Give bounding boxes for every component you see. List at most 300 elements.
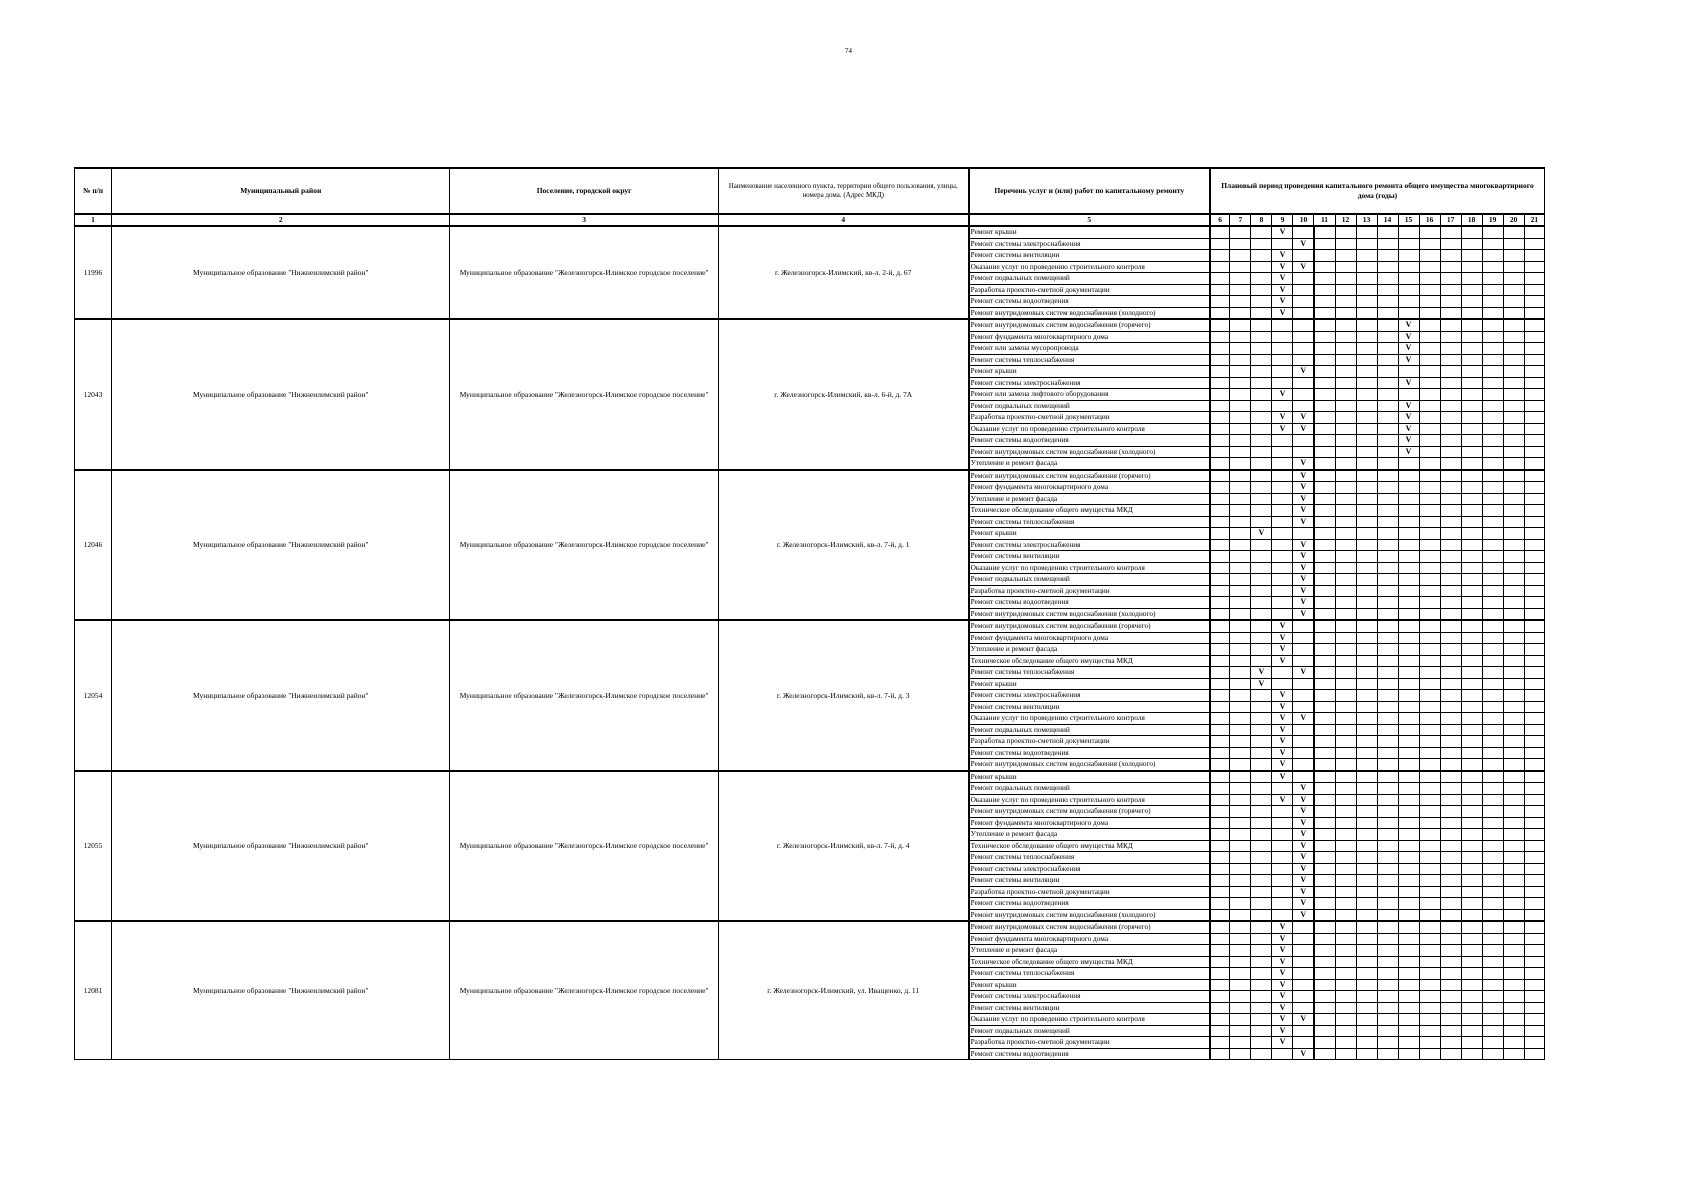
year-mark <box>1251 806 1272 818</box>
year-mark <box>1461 1048 1482 1060</box>
index-cell: 15 <box>1398 214 1419 226</box>
year-mark <box>1503 389 1524 401</box>
year-mark <box>1461 608 1482 620</box>
index-cell: 8 <box>1251 214 1272 226</box>
year-mark <box>1482 759 1503 771</box>
year-mark <box>1461 377 1482 389</box>
year-mark <box>1524 747 1544 759</box>
year-mark <box>1251 423 1272 435</box>
year-mark <box>1503 852 1524 864</box>
year-mark <box>1461 539 1482 551</box>
year-mark <box>1210 1025 1230 1037</box>
year-mark <box>1377 296 1398 308</box>
year-mark <box>1503 713 1524 725</box>
year-mark <box>1461 423 1482 435</box>
year-mark <box>1210 296 1230 308</box>
year-mark <box>1377 644 1398 656</box>
year-mark <box>1356 296 1377 308</box>
year-mark <box>1398 747 1419 759</box>
year-mark <box>1440 655 1461 667</box>
year-mark <box>1461 909 1482 921</box>
year-mark: V <box>1272 226 1293 238</box>
year-mark <box>1482 528 1503 540</box>
year-mark <box>1482 886 1503 898</box>
year-mark <box>1524 724 1544 736</box>
year-mark <box>1210 1002 1230 1014</box>
year-mark: V <box>1272 736 1293 748</box>
year-mark <box>1272 493 1293 505</box>
year-mark <box>1524 806 1544 818</box>
year-mark <box>1524 1037 1544 1049</box>
year-mark <box>1461 238 1482 250</box>
year-mark: V <box>1293 806 1314 818</box>
year-mark <box>1524 574 1544 586</box>
year-mark <box>1377 806 1398 818</box>
year-mark <box>1377 667 1398 679</box>
year-mark <box>1440 366 1461 378</box>
year-mark: V <box>1293 1014 1314 1026</box>
year-mark <box>1398 875 1419 887</box>
year-mark <box>1524 886 1544 898</box>
year-mark <box>1314 736 1335 748</box>
year-mark <box>1419 898 1440 910</box>
year-mark <box>1482 783 1503 795</box>
year-mark <box>1293 632 1314 644</box>
year-mark <box>1398 516 1419 528</box>
index-cell: 10 <box>1293 214 1314 226</box>
header-period: Плановый период проведения капитального ремонта общего имущества многоквартирного дома (годы) <box>1210 168 1545 214</box>
year-mark <box>1335 238 1356 250</box>
year-mark <box>1398 898 1419 910</box>
work-item: Ремонт внутридомовых систем водоснабжения (холодного) <box>969 446 1210 458</box>
year-mark <box>1482 1048 1503 1060</box>
year-mark <box>1482 817 1503 829</box>
year-mark <box>1398 632 1419 644</box>
year-mark <box>1377 354 1398 366</box>
year-mark <box>1335 412 1356 424</box>
year-mark <box>1335 1014 1356 1026</box>
year-mark <box>1503 829 1524 841</box>
year-mark <box>1398 608 1419 620</box>
year-mark <box>1377 319 1398 331</box>
year-mark <box>1210 1037 1230 1049</box>
year-mark <box>1524 991 1544 1003</box>
year-mark <box>1293 1025 1314 1037</box>
year-mark <box>1356 562 1377 574</box>
year-mark: V <box>1272 794 1293 806</box>
year-mark <box>1230 1025 1251 1037</box>
year-mark <box>1251 956 1272 968</box>
year-mark <box>1335 458 1356 470</box>
year-mark <box>1230 458 1251 470</box>
year-mark <box>1335 435 1356 447</box>
year-mark <box>1293 979 1314 991</box>
year-mark <box>1230 493 1251 505</box>
year-mark <box>1503 226 1524 238</box>
year-mark <box>1419 284 1440 296</box>
year-mark <box>1482 956 1503 968</box>
year-mark <box>1461 1014 1482 1026</box>
year-mark <box>1210 284 1230 296</box>
year-mark <box>1335 991 1356 1003</box>
year-mark <box>1251 562 1272 574</box>
work-item: Ремонт крыши <box>969 528 1210 540</box>
year-mark <box>1524 412 1544 424</box>
year-mark <box>1461 446 1482 458</box>
year-mark <box>1503 343 1524 355</box>
work-item: Ремонт системы теплоснабжения <box>969 968 1210 980</box>
year-mark <box>1503 446 1524 458</box>
year-mark <box>1482 284 1503 296</box>
year-mark <box>1251 655 1272 667</box>
capital-repair-table <box>74 167 1545 1060</box>
year-mark <box>1230 307 1251 319</box>
year-mark <box>1251 747 1272 759</box>
year-mark <box>1398 482 1419 494</box>
year-mark <box>1335 956 1356 968</box>
year-mark <box>1230 713 1251 725</box>
year-mark <box>1335 620 1356 632</box>
header-district: Муниципальный район <box>112 168 450 214</box>
year-mark <box>1272 505 1293 517</box>
year-mark <box>1440 1025 1461 1037</box>
year-mark <box>1440 319 1461 331</box>
year-mark <box>1314 921 1335 933</box>
year-mark <box>1461 1002 1482 1014</box>
year-mark <box>1230 783 1251 795</box>
year-mark <box>1419 307 1440 319</box>
year-mark <box>1503 968 1524 980</box>
year-mark: V <box>1398 331 1419 343</box>
year-mark <box>1251 389 1272 401</box>
year-mark <box>1503 516 1524 528</box>
year-mark <box>1293 377 1314 389</box>
year-mark <box>1230 724 1251 736</box>
work-item: Утепление и ремонт фасада <box>969 945 1210 957</box>
year-mark <box>1482 319 1503 331</box>
year-mark <box>1524 284 1544 296</box>
year-mark <box>1230 794 1251 806</box>
year-mark <box>1210 343 1230 355</box>
year-mark <box>1524 736 1544 748</box>
year-mark <box>1335 701 1356 713</box>
year-mark <box>1377 458 1398 470</box>
year-mark <box>1251 620 1272 632</box>
year-mark <box>1440 783 1461 795</box>
year-mark <box>1461 956 1482 968</box>
year-mark <box>1293 307 1314 319</box>
work-item: Разработка проектно-сметной документации <box>969 284 1210 296</box>
year-mark <box>1419 909 1440 921</box>
year-mark <box>1503 1025 1524 1037</box>
year-mark <box>1377 539 1398 551</box>
year-mark: V <box>1293 817 1314 829</box>
year-mark: V <box>1272 1014 1293 1026</box>
year-mark <box>1251 690 1272 702</box>
year-mark <box>1482 585 1503 597</box>
year-mark <box>1503 307 1524 319</box>
year-mark <box>1503 724 1524 736</box>
year-mark <box>1419 863 1440 875</box>
work-item: Утепление и ремонт фасада <box>969 644 1210 656</box>
row-settlement: Муниципальное образование "Железногорск-Илимское городское поселение" <box>450 771 718 922</box>
year-mark <box>1377 655 1398 667</box>
year-mark <box>1356 366 1377 378</box>
year-mark <box>1314 377 1335 389</box>
year-mark <box>1230 968 1251 980</box>
index-cell: 21 <box>1524 214 1544 226</box>
year-mark <box>1251 366 1272 378</box>
year-mark <box>1524 783 1544 795</box>
year-mark <box>1230 829 1251 841</box>
year-mark: V <box>1293 551 1314 563</box>
year-mark <box>1314 667 1335 679</box>
year-mark <box>1293 968 1314 980</box>
year-mark <box>1335 470 1356 482</box>
year-mark <box>1461 226 1482 238</box>
year-mark <box>1524 400 1544 412</box>
year-mark <box>1398 979 1419 991</box>
year-mark <box>1314 238 1335 250</box>
year-mark <box>1251 991 1272 1003</box>
year-mark <box>1314 528 1335 540</box>
year-mark <box>1524 1014 1544 1026</box>
year-mark <box>1524 296 1544 308</box>
year-mark <box>1503 366 1524 378</box>
year-mark <box>1230 690 1251 702</box>
year-mark <box>1335 736 1356 748</box>
year-mark <box>1482 505 1503 517</box>
year-mark <box>1461 562 1482 574</box>
row-address: г. Железногорск-Илимский, кв-л. 7-й, д. 1 <box>718 470 968 621</box>
year-mark <box>1293 736 1314 748</box>
year-mark <box>1230 250 1251 262</box>
work-item: Ремонт системы водоотведения <box>969 435 1210 447</box>
year-mark: V <box>1293 585 1314 597</box>
year-mark <box>1398 968 1419 980</box>
year-mark <box>1356 991 1377 1003</box>
year-mark <box>1272 597 1293 609</box>
year-mark <box>1335 482 1356 494</box>
year-mark <box>1272 539 1293 551</box>
year-mark <box>1461 840 1482 852</box>
work-item: Ремонт внутридомовых систем водоснабжения (холодного) <box>969 909 1210 921</box>
year-mark <box>1482 516 1503 528</box>
year-mark <box>1314 307 1335 319</box>
year-mark <box>1210 238 1230 250</box>
year-mark <box>1335 296 1356 308</box>
year-mark <box>1503 921 1524 933</box>
year-mark <box>1356 446 1377 458</box>
year-mark <box>1335 307 1356 319</box>
year-mark <box>1503 1002 1524 1014</box>
year-mark <box>1482 667 1503 679</box>
year-mark <box>1210 909 1230 921</box>
year-mark <box>1251 968 1272 980</box>
year-mark <box>1503 423 1524 435</box>
year-mark: V <box>1398 446 1419 458</box>
year-mark <box>1440 412 1461 424</box>
table-row <box>75 470 1545 482</box>
year-mark <box>1230 516 1251 528</box>
year-mark <box>1272 238 1293 250</box>
year-mark <box>1314 343 1335 355</box>
work-item: Ремонт системы электроснабжения <box>969 690 1210 702</box>
year-mark <box>1251 840 1272 852</box>
year-mark <box>1377 261 1398 273</box>
year-mark: V <box>1272 759 1293 771</box>
year-mark <box>1461 307 1482 319</box>
year-mark <box>1335 331 1356 343</box>
year-mark <box>1356 400 1377 412</box>
year-mark <box>1314 933 1335 945</box>
year-mark <box>1314 608 1335 620</box>
year-mark <box>1230 446 1251 458</box>
year-mark <box>1461 482 1482 494</box>
year-mark <box>1210 991 1230 1003</box>
year-mark <box>1230 354 1251 366</box>
year-mark <box>1503 840 1524 852</box>
year-mark <box>1461 632 1482 644</box>
table-row <box>75 771 1545 783</box>
year-mark <box>1377 412 1398 424</box>
year-mark <box>1335 945 1356 957</box>
year-mark <box>1461 747 1482 759</box>
year-mark <box>1377 493 1398 505</box>
year-mark <box>1230 470 1251 482</box>
year-mark <box>1314 505 1335 517</box>
row-number: 11996 <box>75 226 112 319</box>
table-row <box>75 226 1545 238</box>
year-mark <box>1461 979 1482 991</box>
year-mark <box>1503 655 1524 667</box>
year-mark <box>1461 261 1482 273</box>
year-mark <box>1293 644 1314 656</box>
year-mark <box>1419 597 1440 609</box>
year-mark <box>1293 933 1314 945</box>
year-mark <box>1482 423 1503 435</box>
work-item: Утепление и ремонт фасада <box>969 458 1210 470</box>
year-mark <box>1356 840 1377 852</box>
index-cell: 13 <box>1356 214 1377 226</box>
row-address: г. Железногорск-Илимский, кв-л. 6-й, д. 7А <box>718 319 968 470</box>
year-mark <box>1335 1002 1356 1014</box>
year-mark <box>1335 423 1356 435</box>
work-item: Ремонт внутридомовых систем водоснабжения (холодного) <box>969 608 1210 620</box>
year-mark <box>1419 956 1440 968</box>
year-mark <box>1503 794 1524 806</box>
index-row <box>75 214 1545 226</box>
year-mark <box>1272 886 1293 898</box>
year-mark <box>1524 366 1544 378</box>
year-mark <box>1335 446 1356 458</box>
year-mark <box>1524 968 1544 980</box>
work-item: Ремонт подвальных помещений <box>969 400 1210 412</box>
year-mark <box>1335 667 1356 679</box>
year-mark <box>1503 539 1524 551</box>
year-mark <box>1503 956 1524 968</box>
year-mark <box>1524 562 1544 574</box>
work-item: Оказание услуг по проведению строительного контроля <box>969 1014 1210 1026</box>
year-mark <box>1210 307 1230 319</box>
year-mark <box>1251 446 1272 458</box>
year-mark <box>1356 886 1377 898</box>
year-mark <box>1461 829 1482 841</box>
year-mark <box>1419 423 1440 435</box>
year-mark <box>1440 284 1461 296</box>
year-mark <box>1524 701 1544 713</box>
year-mark <box>1251 539 1272 551</box>
work-item: Ремонт внутридомовых систем водоснабжения (холодного) <box>969 759 1210 771</box>
year-mark <box>1314 771 1335 783</box>
year-mark <box>1440 620 1461 632</box>
year-mark <box>1230 852 1251 864</box>
year-mark <box>1251 724 1272 736</box>
table-row <box>75 620 1545 632</box>
year-mark <box>1482 1037 1503 1049</box>
year-mark <box>1440 632 1461 644</box>
year-mark <box>1293 655 1314 667</box>
year-mark <box>1482 261 1503 273</box>
year-mark <box>1440 482 1461 494</box>
year-mark <box>1524 226 1544 238</box>
year-mark <box>1210 840 1230 852</box>
year-mark <box>1440 435 1461 447</box>
year-mark <box>1440 713 1461 725</box>
year-mark: V <box>1293 482 1314 494</box>
year-mark <box>1461 366 1482 378</box>
year-mark <box>1230 863 1251 875</box>
year-mark <box>1377 921 1398 933</box>
work-item: Ремонт системы водоотведения <box>969 296 1210 308</box>
year-mark <box>1251 458 1272 470</box>
year-mark <box>1524 678 1544 690</box>
year-mark <box>1461 620 1482 632</box>
year-mark <box>1314 909 1335 921</box>
year-mark <box>1419 608 1440 620</box>
year-mark <box>1524 539 1544 551</box>
year-mark <box>1356 597 1377 609</box>
year-mark <box>1461 852 1482 864</box>
year-mark <box>1461 284 1482 296</box>
year-mark <box>1230 979 1251 991</box>
year-mark <box>1251 1025 1272 1037</box>
year-mark <box>1314 354 1335 366</box>
year-mark <box>1230 261 1251 273</box>
year-mark <box>1440 574 1461 586</box>
year-mark <box>1503 238 1524 250</box>
year-mark <box>1210 389 1230 401</box>
year-mark <box>1398 1002 1419 1014</box>
work-item: Разработка проектно-сметной документации <box>969 412 1210 424</box>
year-mark <box>1503 608 1524 620</box>
year-mark <box>1230 389 1251 401</box>
year-mark <box>1293 1002 1314 1014</box>
year-mark <box>1461 783 1482 795</box>
year-mark: V <box>1293 597 1314 609</box>
year-mark <box>1398 690 1419 702</box>
year-mark: V <box>1272 933 1293 945</box>
year-mark <box>1377 863 1398 875</box>
year-mark <box>1440 875 1461 887</box>
year-mark <box>1482 1014 1503 1026</box>
year-mark <box>1377 470 1398 482</box>
year-mark <box>1251 898 1272 910</box>
year-mark <box>1314 840 1335 852</box>
year-mark <box>1524 423 1544 435</box>
year-mark <box>1251 505 1272 517</box>
year-mark <box>1419 620 1440 632</box>
